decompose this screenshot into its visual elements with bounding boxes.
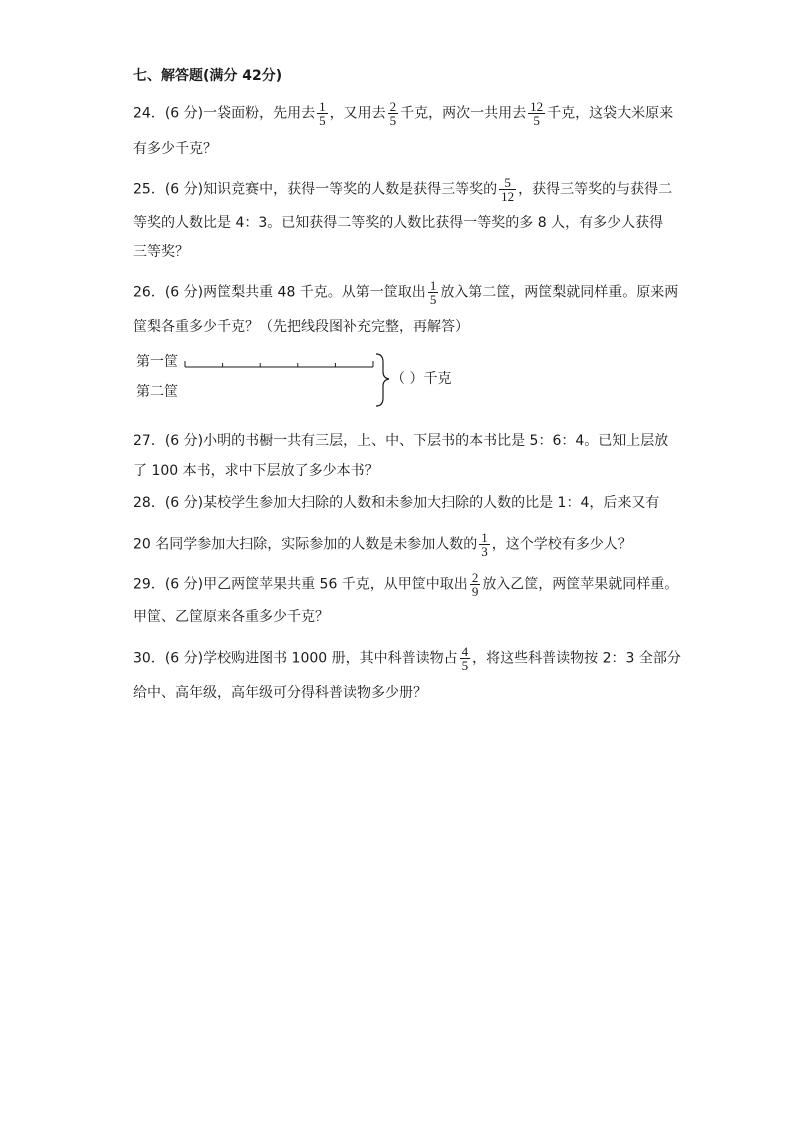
fraction-four-fifths: $\frac{4}{5}$ xyxy=(461,644,469,673)
question-28-line-1: 28．(6 分)某校学生参加大扫除的人数和未参加大扫除的人数的比是 1：4，后来又有 xyxy=(133,495,660,511)
question-24-line-1: 24．(6 分)一袋面粉，先用去 $\frac{1}{5}$ ，又用去 $\frac{2}{5}$ 千克，两次一共用去 $\frac{12}{5}$ 千克，这袋大米原来 xyxy=(133,99,674,128)
line-segment-diagram xyxy=(133,350,493,410)
fraction-twelve-fifths: $\frac{12}{5}$ xyxy=(530,99,544,128)
fraction-two-ninths: $\frac{2}{9}$ xyxy=(471,570,479,599)
fraction-one-third: $\frac{1}{3}$ xyxy=(481,530,488,559)
question-28-line-2: 20 名同学参加大扫除，实际参加的人数是未参加人数的 $\frac{1}{3}$ ，这个学校有多少人？ xyxy=(133,530,632,559)
brace-answer-blank[interactable]: （ ）千克 xyxy=(391,371,452,387)
question-29-line-1: 29．(6 分)甲乙两筐苹果共重 56 千克，从甲筐中取出 $\frac{2}{9}$ 放入乙筐，两筐苹果就同样重。 xyxy=(133,570,679,599)
fraction-one-fifth: $\frac{1}{5}$ xyxy=(319,99,326,128)
first-basket-segment xyxy=(185,361,373,367)
label-second-basket: 第二筐 xyxy=(136,384,178,400)
question-25-line-1: 25．(6 分)知识竞赛中，获得一等奖的人数是获得三等奖的 $\frac{5}{12}$ ，获得三等奖的与获得二 xyxy=(133,175,673,204)
label-first-basket: 第一筐 xyxy=(136,354,178,370)
question-29-line-2: 甲筐、乙筐原来各重多少千克？ xyxy=(133,609,329,625)
question-25-line-2: 等奖的人数比是 4：3。已知获得二等奖的人数比获得一等奖的多 8 人，有多少人获得 xyxy=(133,215,664,231)
fraction-five-twelfths: $\frac{5}{12}$ xyxy=(501,175,515,204)
question-24-line-2: 有多少千克？ xyxy=(133,141,217,157)
fraction-two-fifths: $\frac{2}{5}$ xyxy=(389,99,397,128)
fraction-one-fifth: $\frac{1}{5}$ xyxy=(429,278,437,307)
question-26-line-2: 筐梨各重多少千克？（先把线段图补充完整，再解答） xyxy=(133,319,469,335)
section-title: 七、解答题(满分 42分) xyxy=(133,68,283,84)
question-27-line-2: 了 100 本书，求中下层放了多少本书？ xyxy=(133,463,379,479)
question-27-line-1: 27．(6 分)小明的书橱一共有三层，上、中、下层书的本书比是 5：6：4。已知上层放 xyxy=(133,433,669,449)
question-26-line-1: 26．(6 分)两筐梨共重 48 千克。从第一筐取出 $\frac{1}{5}$ 放入第二筐，两筐梨就同样重。原来两 xyxy=(133,278,679,307)
question-30-line-1: 30．(6 分)学校购进图书 1000 册，其中科普读物占 $\frac{4}{5}$ ，将这些科普读物按 2：3 全部分 xyxy=(133,644,681,673)
right-brace xyxy=(376,354,389,406)
question-25-line-3: 三等奖？ xyxy=(133,244,189,260)
question-30-line-2: 给中、高年级，高年级可分得科普读物多少册？ xyxy=(133,685,427,701)
